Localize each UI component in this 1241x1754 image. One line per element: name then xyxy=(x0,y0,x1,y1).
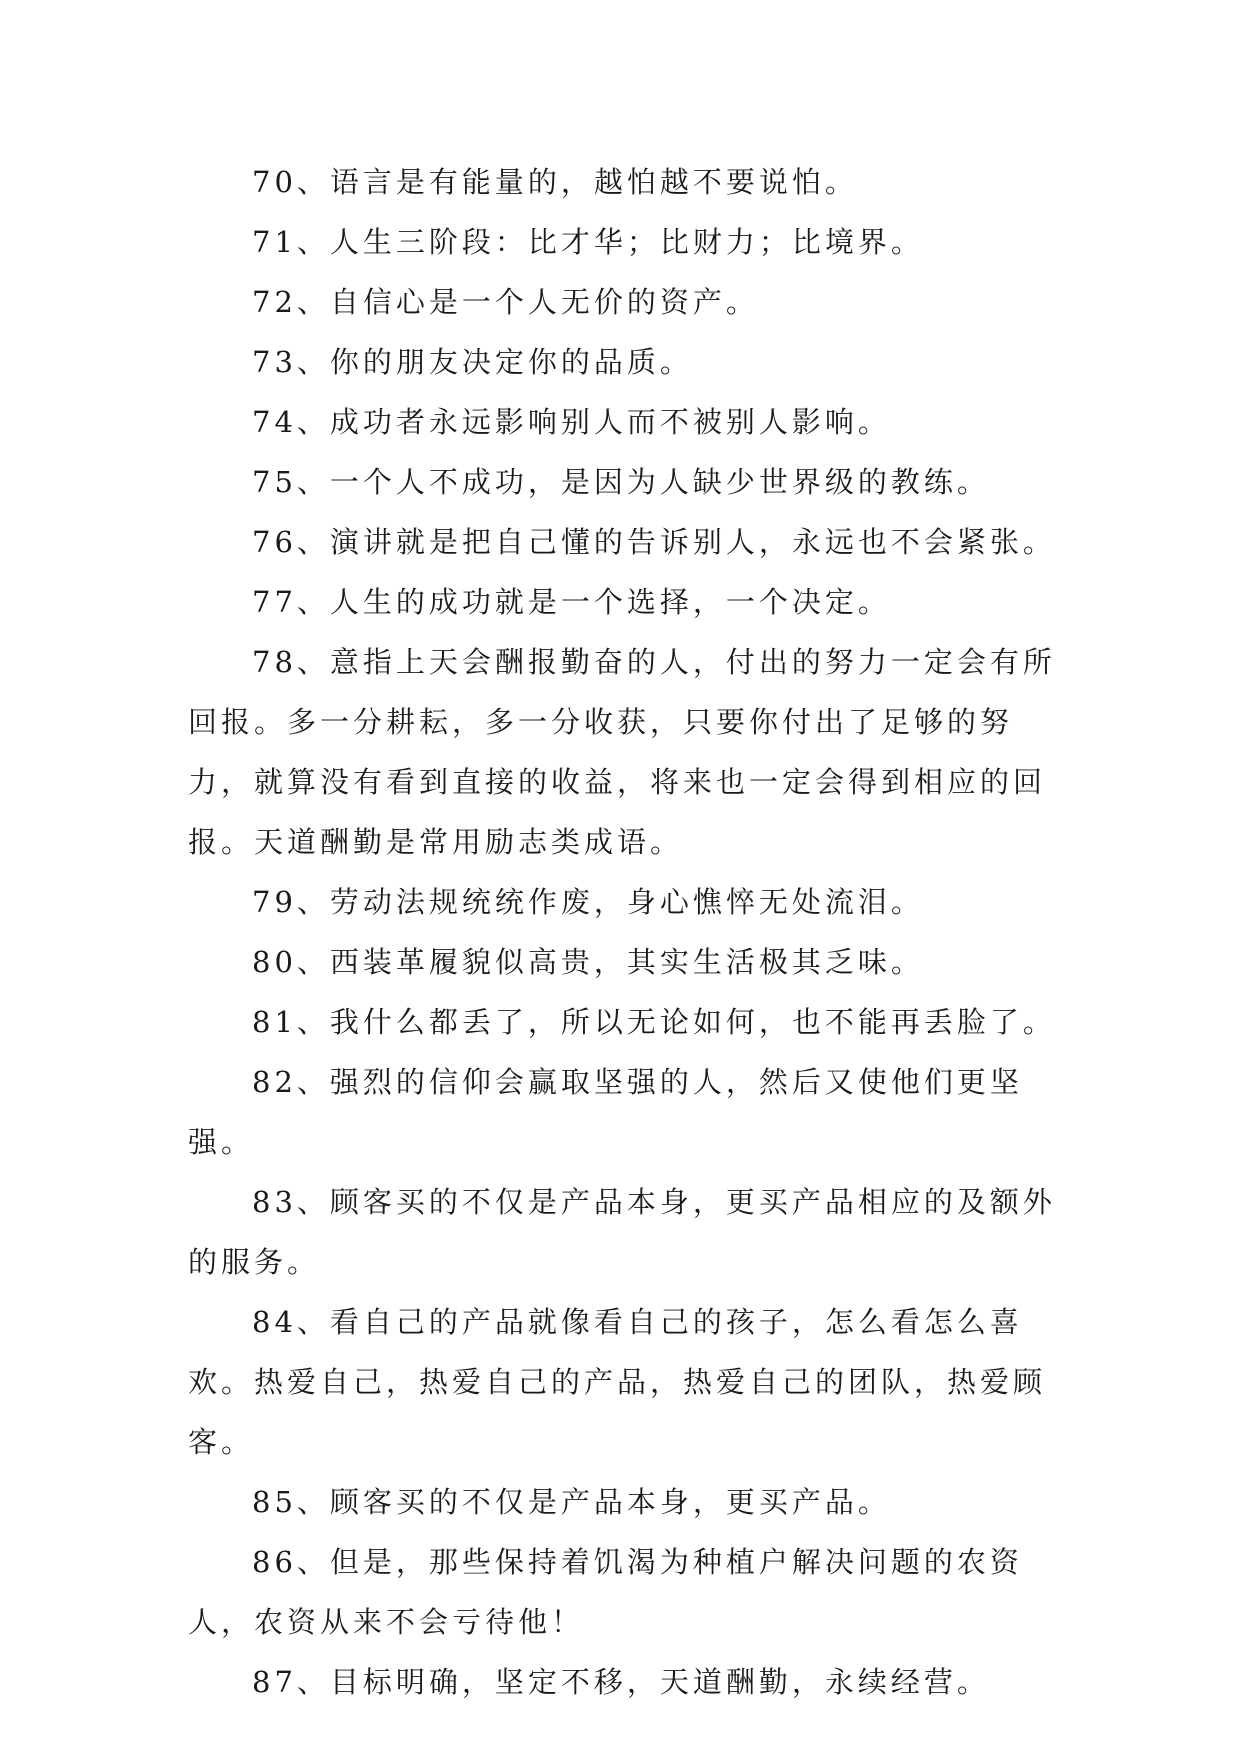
paragraph-73: 73、你的朋友决定你的品质。 xyxy=(252,345,693,379)
paragraph-77: 77、人生的成功就是一个选择，一个决定。 xyxy=(252,585,891,619)
paragraph-76: 76、演讲就是把自己懂的告诉别人，永远也不会紧张。 xyxy=(252,525,1056,559)
paragraph-87: 87、目标明确，坚定不移，天道酬勤，永续经营。 xyxy=(252,1665,990,1699)
paragraph-81: 81、我什么都丢了，所以无论如何，也不能再丢脸了。 xyxy=(252,1005,1056,1039)
paragraph-72: 72、自信心是一个人无价的资产。 xyxy=(252,285,759,319)
paragraph-86: 86、但是，那些保持着饥渴为种植户解决问题的农资人，农资从来不会亏待他！ xyxy=(188,1545,1023,1639)
paragraph-85: 85、顾客买的不仅是产品本身，更买产品。 xyxy=(252,1485,891,1519)
paragraph-78: 78、意指上天会酬报勤奋的人，付出的努力一定会有所回报。多一分耕耘，多一分收获，只要你付出了足够的努力，就算没有看到直接的收益，将来也一定会得到相应的回报。天道酬勤是常用励志类成语。 xyxy=(188,645,1056,859)
paragraph-84: 84、看自己的产品就像看自己的孩子，怎么看怎么喜欢。热爱自己，热爱自己的产品，热爱自己的团队，热爱顾客。 xyxy=(188,1305,1047,1459)
paragraph-80: 80、西装革履貌似高贵，其实生活极其乏味。 xyxy=(252,945,924,979)
paragraph-75: 75、一个人不成功，是因为人缺少世界级的教练。 xyxy=(252,465,990,499)
paragraph-71: 71、人生三阶段：比才华；比财力；比境界。 xyxy=(252,225,924,259)
paragraph-79: 79、劳动法规统统作废，身心憔悴无处流泪。 xyxy=(252,885,924,919)
paragraph-70: 70、语言是有能量的，越怕越不要说怕。 xyxy=(252,165,858,199)
paragraph-74: 74、成功者永远影响别人而不被别人影响。 xyxy=(252,405,891,439)
paragraph-83: 83、顾客买的不仅是产品本身，更买产品相应的及额外的服务。 xyxy=(188,1185,1056,1279)
document-body xyxy=(188,152,1068,1712)
paragraph-82: 82、强烈的信仰会赢取坚强的人，然后又使他们更坚强。 xyxy=(188,1065,1023,1159)
